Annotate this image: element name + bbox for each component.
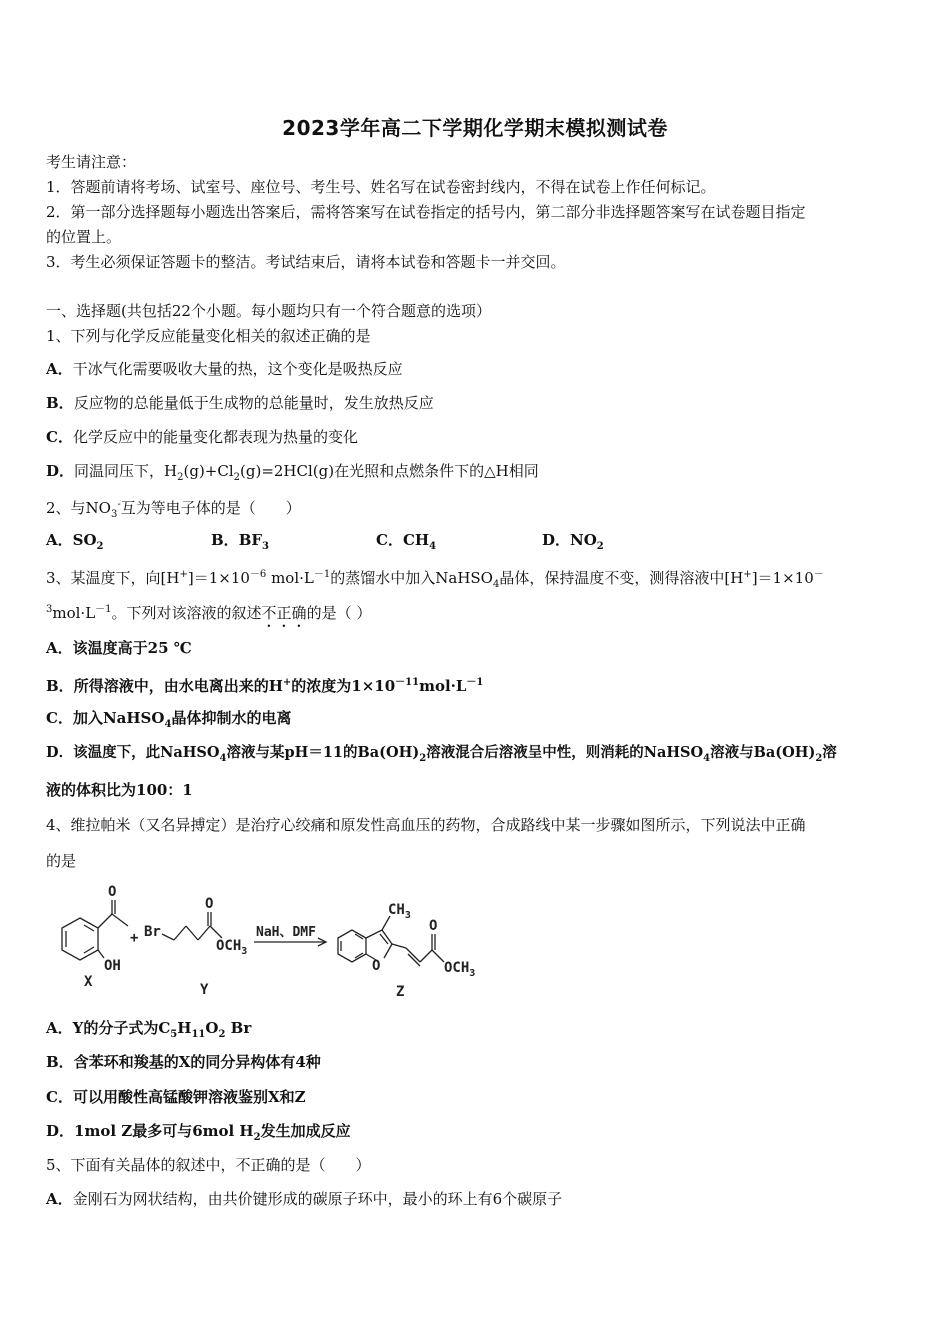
option-text: 加入NaHSO: [72, 709, 165, 727]
emphasized-text: 不正确: [261, 604, 307, 622]
subscript: 2: [419, 752, 427, 764]
notice-item: 的位置上。: [46, 228, 122, 246]
option-text: O: [205, 1019, 219, 1037]
question-2-option-a: [46, 530, 104, 557]
question-3-stem-line-1: [46, 565, 906, 595]
x-carbonyl-o: O: [108, 884, 117, 900]
stem-text: 的蒸馏水中加入NaHSO: [330, 569, 493, 587]
option-label: C．: [376, 531, 403, 549]
option-text: 可以用酸性高锰酸钾溶液鉴别X和Z: [72, 1088, 306, 1106]
subscript: 2: [815, 752, 823, 764]
subscript: 11: [191, 1029, 206, 1040]
option-text: 反应物的总能量低于生成物的总能量时，发生放热反应: [73, 394, 434, 412]
stem-text: 互为等电子体的是（ ）: [120, 499, 301, 517]
superscript: +: [179, 569, 188, 580]
option-text: NO: [570, 531, 597, 549]
superscript: －: [813, 569, 824, 580]
option-label: A．: [46, 1190, 73, 1208]
option-label: B．: [46, 394, 74, 412]
och3-text: OCH: [444, 960, 470, 976]
subscript: 2: [253, 1132, 261, 1143]
subscript: 2: [596, 541, 604, 552]
subscript: 4: [703, 752, 711, 764]
option-text: H: [177, 1019, 192, 1037]
plus-sign: +: [130, 930, 139, 946]
question-4-stem-line-1: 4、维拉帕米（又名异搏定）是治疗心绞痛和原发性高血压的药物，合成路线中某一步骤如图所示，下列说法中正确: [46, 816, 806, 834]
stem-text: ]＝1×10: [751, 569, 814, 587]
question-3-option-d-cont: 液的体积比为100：1: [46, 781, 193, 799]
superscript: +: [282, 677, 292, 688]
reagent-label: NaH、DMF: [256, 925, 316, 940]
z-benzene-ring: [338, 930, 366, 962]
question-1-option-c: [46, 427, 906, 447]
superscript: －1: [313, 569, 331, 580]
option-label: B．: [211, 531, 239, 549]
y-och3: [216, 938, 247, 957]
option-label: C．: [46, 709, 73, 727]
stem-text: mol·L: [52, 604, 96, 622]
option-text: 晶体抑制水的电离: [171, 709, 292, 727]
option-text: mol·L: [419, 677, 467, 695]
superscript: －11: [395, 677, 420, 688]
option-text: BF: [238, 531, 263, 549]
question-3-option-d: [46, 743, 906, 769]
subscript: 2: [218, 1029, 226, 1040]
option-label: D．: [46, 1122, 75, 1140]
question-4-option-d: [46, 1121, 906, 1148]
och3-text: OCH: [216, 938, 242, 954]
notice-item: 3．考生必须保证答题卡的整洁。考试结束后，请将本试卷和答题卡一并交回。: [46, 253, 566, 271]
ch3-text: CH: [388, 902, 405, 918]
stem-text: 的是（ ）: [306, 604, 372, 622]
section-heading: 一、选择题(共包括22个小题。每小题均只有一个符合题意的选项）: [46, 302, 491, 320]
reaction-scheme: [50, 878, 500, 1003]
subscript: 3: [241, 946, 248, 957]
option-text: 的浓度为1×10: [291, 677, 396, 695]
option-text: 溶液与Ba(OH): [710, 744, 816, 761]
stem-text: 。下列对该溶液的叙述: [111, 604, 262, 622]
question-1-option-b: [46, 393, 906, 413]
subscript: 2: [96, 541, 104, 552]
question-4-option-c: [46, 1087, 906, 1107]
option-text: Y的分子式为C: [72, 1019, 171, 1037]
option-text: 该温度高于25 ℃: [72, 639, 192, 657]
superscript: +: [743, 569, 752, 580]
option-text: Br: [225, 1019, 252, 1037]
option-label: C．: [46, 428, 73, 446]
option-label: A．: [46, 1019, 73, 1037]
question-2-option-c: [376, 530, 436, 557]
subscript: 2: [177, 472, 184, 483]
subscript: 4: [429, 541, 437, 552]
question-3-stem-line-2: [46, 600, 906, 631]
superscript: －6: [249, 569, 267, 580]
option-label: A．: [46, 531, 73, 549]
y-br-label: Br: [144, 924, 161, 940]
subscript: 4: [219, 752, 227, 764]
superscript: －1: [466, 677, 484, 688]
option-text: 干冰气化需要吸收大量的热，这个变化是吸热反应: [72, 360, 403, 378]
option-label: A．: [46, 639, 73, 657]
option-label: D．: [542, 531, 571, 549]
z-ring-o: O: [372, 958, 381, 974]
y-carbonyl-o: O: [205, 896, 214, 912]
superscript: -: [117, 499, 121, 510]
stem-text: 晶体，保持温度不变，测得溶液中[H: [499, 569, 744, 587]
stem-text: mol·L: [266, 569, 314, 587]
superscript: 3: [46, 604, 53, 615]
question-2-option-b: [211, 530, 269, 557]
superscript: －1: [95, 604, 112, 615]
subscript: 5: [170, 1029, 178, 1040]
option-label: A．: [46, 360, 73, 378]
option-text: 同温同压下，H: [74, 462, 178, 480]
option-label: D．: [46, 462, 75, 480]
question-3-option-b: [46, 673, 906, 696]
z-ch3: [388, 902, 411, 921]
question-4-stem-line-2: 的是: [46, 852, 77, 870]
subscript: 3: [469, 968, 476, 979]
option-label: B．: [46, 677, 74, 695]
option-text: SO: [72, 531, 97, 549]
x-benzene-ring: [62, 918, 98, 960]
question-4-option-b: [46, 1052, 906, 1072]
x-oh-label: OH: [104, 958, 121, 974]
subscript: 4: [492, 579, 500, 590]
question-5-option-a: [46, 1189, 906, 1209]
question-1-option-d: [46, 461, 906, 488]
option-text: 该温度下，此NaHSO: [73, 744, 220, 761]
subscript: 2: [233, 472, 241, 483]
question-3-option-a: [46, 638, 906, 658]
notice-item: 1．答题前请将考场、试室号、座位号、考生号、姓名写在试卷密封线内，不得在试卷上作任何标记。: [46, 178, 716, 196]
z-carbonyl-o: O: [429, 918, 438, 934]
option-label: C．: [46, 1088, 73, 1106]
z-label: Z: [396, 984, 405, 1000]
option-text: (g)=2HCl(g)在光照和点燃条件下的△H相同: [240, 462, 539, 480]
question-2-stem: [46, 495, 906, 525]
option-text: (g)+Cl: [183, 462, 234, 480]
option-text: 含苯环和羧基的X的同分异构体有4种: [73, 1053, 321, 1071]
notice-item: 2．第一部分选择题每小题选出答案后，需将答案写在试卷指定的括号内，第二部分非选择题答案写在试卷题目指定: [46, 203, 806, 221]
option-text: 溶液混合后溶液呈中性，则消耗的NaHSO: [426, 744, 704, 761]
option-text: 化学反应中的能量变化都表现为热量的变化: [72, 428, 358, 446]
subscript: 3: [110, 509, 118, 520]
y-label: Y: [200, 982, 209, 998]
option-text: CH: [402, 531, 430, 549]
option-text: 所得溶液中，由水电离出来的H: [73, 677, 283, 695]
question-2-option-d: [542, 530, 604, 557]
stem-text: ]＝1×10: [187, 569, 250, 587]
option-text: 金刚石为网状结构，由共价键形成的碳原子环中，最小的环上有6个碳原子: [72, 1190, 563, 1208]
notice-heading: 考生请注意：: [46, 153, 137, 171]
question-5-stem: 5、下面有关晶体的叙述中，不正确的是（ ）: [46, 1156, 371, 1174]
option-text: 溶液与某pH＝11的Ba(OH): [226, 744, 420, 761]
option-text: 溶: [822, 744, 837, 761]
option-text: 发生加成反应: [260, 1122, 351, 1140]
option-text: 1mol Z最多可与6mol H: [74, 1122, 254, 1140]
question-1-stem: 1、下列与化学反应能量变化相关的叙述正确的是: [46, 327, 371, 345]
option-label: B．: [46, 1053, 74, 1071]
stem-text: 3、某温度下，向[H: [46, 569, 180, 587]
page-title: 2023学年高二下学期化学期末模拟测试卷: [282, 116, 668, 140]
question-4-option-a: [46, 1018, 906, 1045]
z-och3: [444, 960, 475, 979]
subscript: 3: [262, 541, 269, 552]
question-1-option-a: [46, 359, 906, 379]
stem-text: 2、与NO: [46, 499, 111, 517]
question-3-option-c: [46, 708, 906, 735]
option-label: D．: [46, 744, 74, 761]
subscript: 3: [404, 910, 411, 921]
x-label: X: [84, 974, 93, 990]
subscript: 4: [164, 719, 172, 730]
